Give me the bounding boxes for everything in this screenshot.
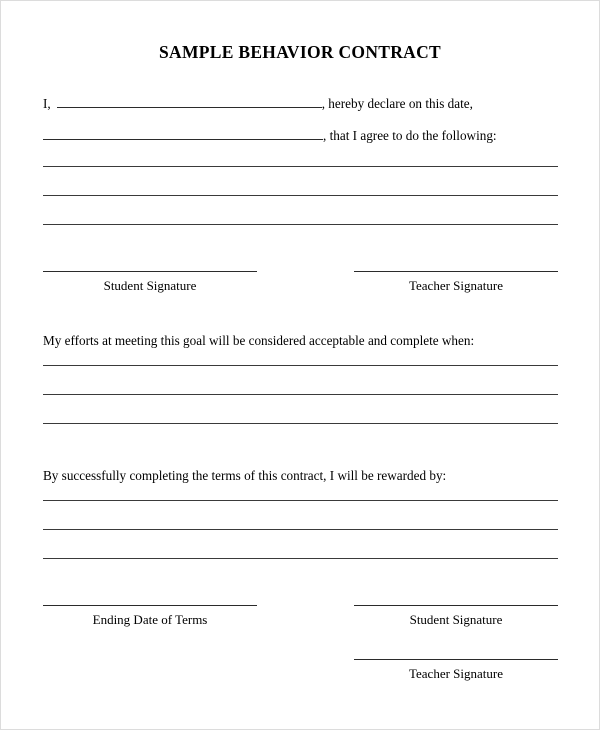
- acceptance-write-line-3[interactable]: [43, 423, 558, 424]
- declaration-line-2: [43, 128, 497, 144]
- signature-block-ending-date: [43, 605, 257, 628]
- signature-block-teacher-bottom: [354, 659, 558, 682]
- date-blank-input[interactable]: [43, 128, 323, 140]
- signature-block-teacher-top: [354, 271, 558, 294]
- ending-date-label: Ending Date of Terms: [92, 612, 208, 627]
- signature-block-student-top: [43, 271, 257, 294]
- student-signature-label-bottom: Student Signature: [409, 612, 503, 627]
- goal-write-line-2[interactable]: [43, 195, 558, 196]
- student-signature-line-top[interactable]: [43, 271, 257, 272]
- declaration-line-2-text: , that I agree to do the following:: [323, 128, 497, 143]
- student-signature-line-bottom[interactable]: [354, 605, 558, 606]
- reward-write-line-1[interactable]: [43, 500, 558, 501]
- name-blank-input[interactable]: [57, 96, 322, 108]
- ending-date-line[interactable]: [43, 605, 257, 606]
- reward-write-line-2[interactable]: [43, 529, 558, 530]
- teacher-signature-label-top: Teacher Signature: [408, 278, 503, 293]
- acceptance-write-line-1[interactable]: [43, 365, 558, 366]
- declaration-line-1: [43, 96, 473, 112]
- student-signature-label-top: Student Signature: [103, 278, 197, 293]
- acceptance-write-line-2[interactable]: [43, 394, 558, 395]
- reward-write-line-3[interactable]: [43, 558, 558, 559]
- signature-block-student-bottom: [354, 605, 558, 628]
- acceptance-prompt-text: My efforts at meeting this goal will be considered acceptable and complete when:: [43, 333, 475, 348]
- declaration-lead-label: I,: [43, 96, 51, 111]
- goal-write-line-1[interactable]: [43, 166, 558, 167]
- teacher-signature-line-bottom[interactable]: [354, 659, 558, 660]
- teacher-signature-line-top[interactable]: [354, 271, 558, 272]
- declaration-line-1-text: , hereby declare on this date,: [321, 96, 473, 111]
- reward-prompt-text: By successfully completing the terms of this contract, I will be rewarded by:: [43, 468, 447, 483]
- goal-write-line-3[interactable]: [43, 224, 558, 225]
- teacher-signature-label-bottom: Teacher Signature: [408, 666, 503, 681]
- page-title: SAMPLE BEHAVIOR CONTRACT: [158, 42, 442, 62]
